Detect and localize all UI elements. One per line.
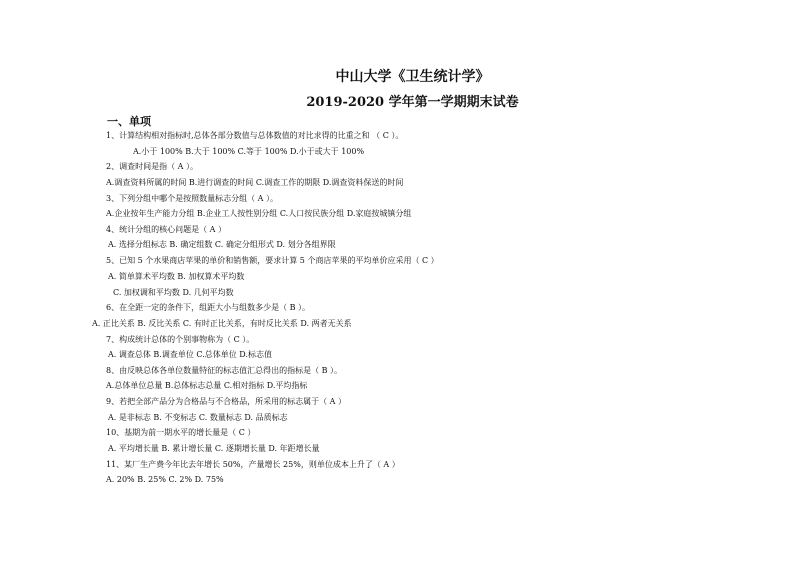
question-9: 9、若把全部产品分为合格品与不合格品，所采用的标志属于（ A ） (106, 397, 346, 406)
question-10: 10、基期为前一期水平的增长量是（ C ） (106, 428, 256, 437)
question-4: 4、统计分组的核心问题是（ A ） (106, 225, 226, 234)
question-1: 1、计算结构相对指标时,总体各部分数值与总体数值的对比求得的比重之和 （ C ）。 (106, 131, 404, 140)
question-8-options: A.总体单位总量 B.总体标志总量 C.相对指标 D.平均指标 (106, 381, 308, 390)
question-10-options: A. 平均增长量 B. 累计增长量 C. 逐期增长量 D. 年距增长量 (108, 444, 320, 453)
question-6-options: A. 正比关系 B. 反比关系 C. 有时正比关系，有时反比关系 D. 两者无关系 (92, 319, 352, 328)
question-2: 2、调查时间是指（ A ）。 (106, 162, 198, 171)
question-4-options: A. 选择分组标志 B. 确定组数 C. 确定分组形式 D. 划分各组界限 (108, 240, 336, 249)
question-5: 5、已知 5 个水果商店苹果的单价和销售额，要求计算 5 个商店苹果的平均单价应采用（ C ） (106, 256, 439, 265)
document-title: 中山大学《卫生统计学》 (335, 69, 490, 85)
question-1-options: A.小于 100% B.大于 100% C.等于 100% D.小于或大于 100% (133, 147, 365, 156)
question-11-options: A. 20% B. 25% C. 2% D. 75% (106, 475, 224, 484)
question-2-options: A.调查资料所属的时间 B.进行调查的时间 C.调查工作的期限 D.调查资料保送的时间 (106, 178, 404, 187)
section-heading: 一、单项 (107, 115, 151, 128)
question-7-options: A. 调查总体 B.调查单位 C.总体单位 D.标志值 (108, 350, 272, 359)
question-5-options-ab: A. 简单算术平均数 B. 加权算术平均数 (108, 272, 245, 281)
question-8: 8、由反映总体各单位数量特征的标志值汇总得出的指标是（ B ）。 (106, 366, 343, 375)
question-6: 6、在全距一定的条件下，组距大小与组数多少是（ B ）。 (106, 303, 311, 312)
question-11: 11、某厂生产费今年比去年增长 50%，产量增长 25%，则单位成本上升了（ A ） (106, 460, 400, 469)
question-9-options: A. 是非标志 B. 不变标志 C. 数量标志 D. 品质标志 (108, 413, 288, 422)
question-5-options-cd: C. 加权调和平均数 D. 几何平均数 (113, 288, 234, 297)
question-3: 3、下列分组中哪个是按照数量标志分组（ A ）。 (106, 194, 278, 203)
document-subtitle: 2019-2020 学年第一学期期末试卷 (306, 95, 519, 110)
question-7: 7、构成统计总体的个别事物称为（ C ）。 (106, 335, 255, 344)
question-3-options: A.企业按年生产能力分组 B.企业工人按性别分组 C.人口按民族分组 D.家庭按城镇分组 (106, 209, 412, 218)
